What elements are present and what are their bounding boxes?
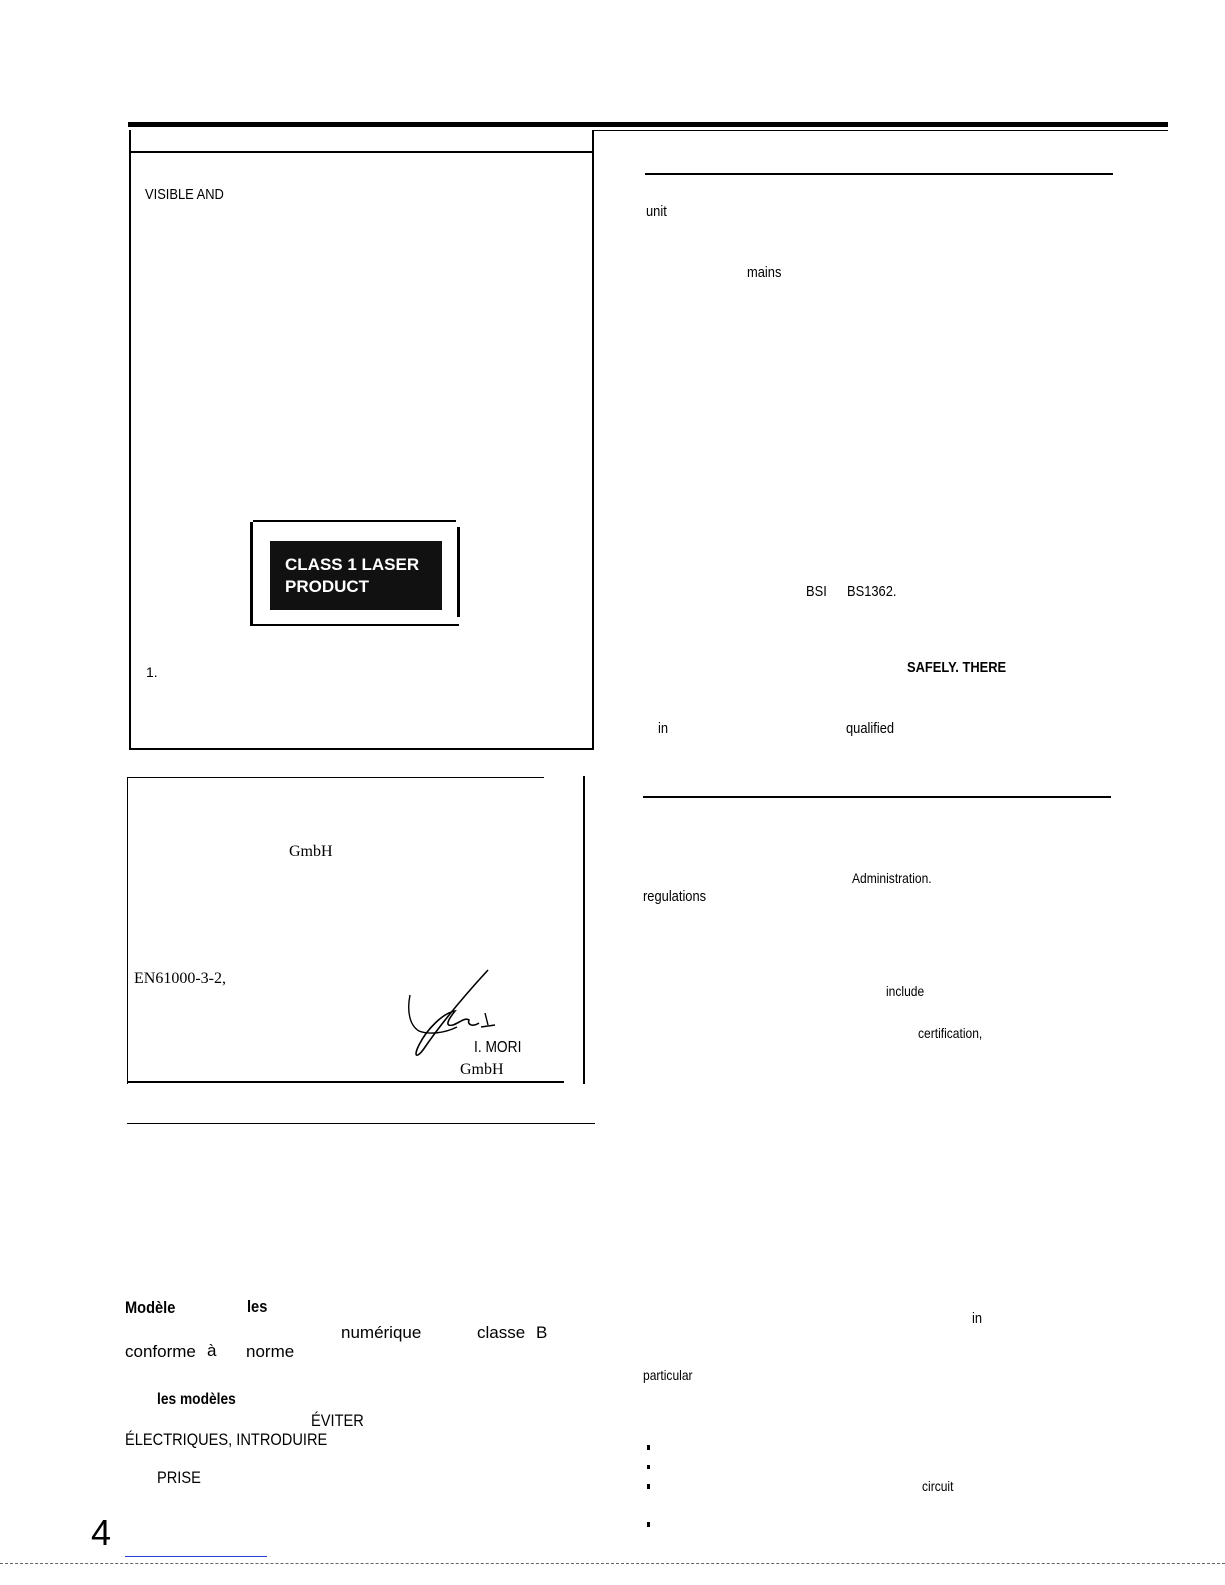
list-bullet	[647, 1522, 650, 1527]
warning-box-bottom-border	[129, 748, 594, 750]
warning-box-left-border	[129, 130, 131, 750]
signatory-name: I. MORI	[474, 1039, 522, 1056]
declaration-top-line	[128, 777, 544, 778]
uk-in: in	[658, 720, 669, 737]
warning-box-right-border	[592, 130, 594, 750]
notice-norme: norme	[246, 1342, 295, 1361]
us-section-top-rule	[643, 796, 1111, 798]
us-include: include	[886, 983, 925, 999]
notice-a: à	[207, 1341, 217, 1360]
notice-heading-les: les	[247, 1297, 268, 1316]
uk-mains: mains	[747, 264, 782, 281]
notice-conforme: conforme	[125, 1342, 196, 1361]
declaration-left-border	[127, 777, 128, 1084]
notice-electriques: ÉLECTRIQUES, INTRODUIRE	[125, 1430, 328, 1449]
declaration-bottom-line	[128, 1081, 564, 1083]
uk-safely-there: SAFELY. THERE	[907, 659, 1007, 676]
notice-les-modeles: les modèles	[157, 1391, 236, 1408]
declaration-company: GmbH	[289, 843, 333, 860]
uk-section-top-rule	[645, 173, 1113, 175]
list-bullet	[647, 1465, 650, 1469]
declaration-standard: EN61000-3-2,	[134, 970, 226, 987]
us-in: in	[972, 1310, 983, 1327]
warning-list-number: 1.	[146, 664, 158, 680]
list-bullet	[647, 1484, 650, 1489]
us-particular: particular	[643, 1367, 693, 1383]
header-rule-thick	[128, 122, 1168, 127]
uk-bs1362: BS1362.	[847, 583, 897, 600]
laser-label-bottom-line	[253, 624, 459, 626]
footer-link-underline	[125, 1556, 267, 1557]
notice-class-b: B	[536, 1323, 548, 1342]
laser-label-left-line	[250, 522, 253, 626]
header-rule-thin	[592, 130, 1168, 131]
laser-label-right-line	[457, 527, 460, 617]
notice-classe: classe	[477, 1323, 526, 1342]
uk-bsi: BSI	[806, 583, 827, 600]
signatory-company: GmbH	[460, 1061, 504, 1078]
page-cut-line	[0, 1563, 1225, 1564]
laser-label-line1: CLASS 1 LASER	[285, 555, 420, 574]
notice-eviter: ÉVITER	[311, 1411, 364, 1430]
notice-prise: PRISE	[157, 1468, 201, 1487]
us-administration: Administration.	[852, 870, 932, 886]
us-certification: certification,	[918, 1025, 983, 1041]
page-number: 4	[91, 1512, 112, 1553]
laser-label-line2: PRODUCT	[285, 577, 370, 596]
left-section-rule	[127, 1123, 595, 1124]
laser-label-plate	[270, 541, 442, 610]
declaration-right-border	[583, 776, 585, 1084]
warning-box-header-divider	[129, 151, 594, 153]
list-bullet	[647, 1445, 650, 1450]
warning-text-visible-and: VISIBLE AND	[145, 186, 224, 203]
uk-unit: unit	[646, 203, 667, 220]
uk-qualified: qualified	[846, 720, 895, 737]
us-regulations: regulations	[643, 888, 707, 905]
us-circuit: circuit	[922, 1478, 954, 1494]
notice-heading-modele: Modèle	[125, 1298, 176, 1317]
notice-numerique: numérique	[341, 1323, 422, 1342]
laser-label-top-line	[253, 520, 456, 522]
